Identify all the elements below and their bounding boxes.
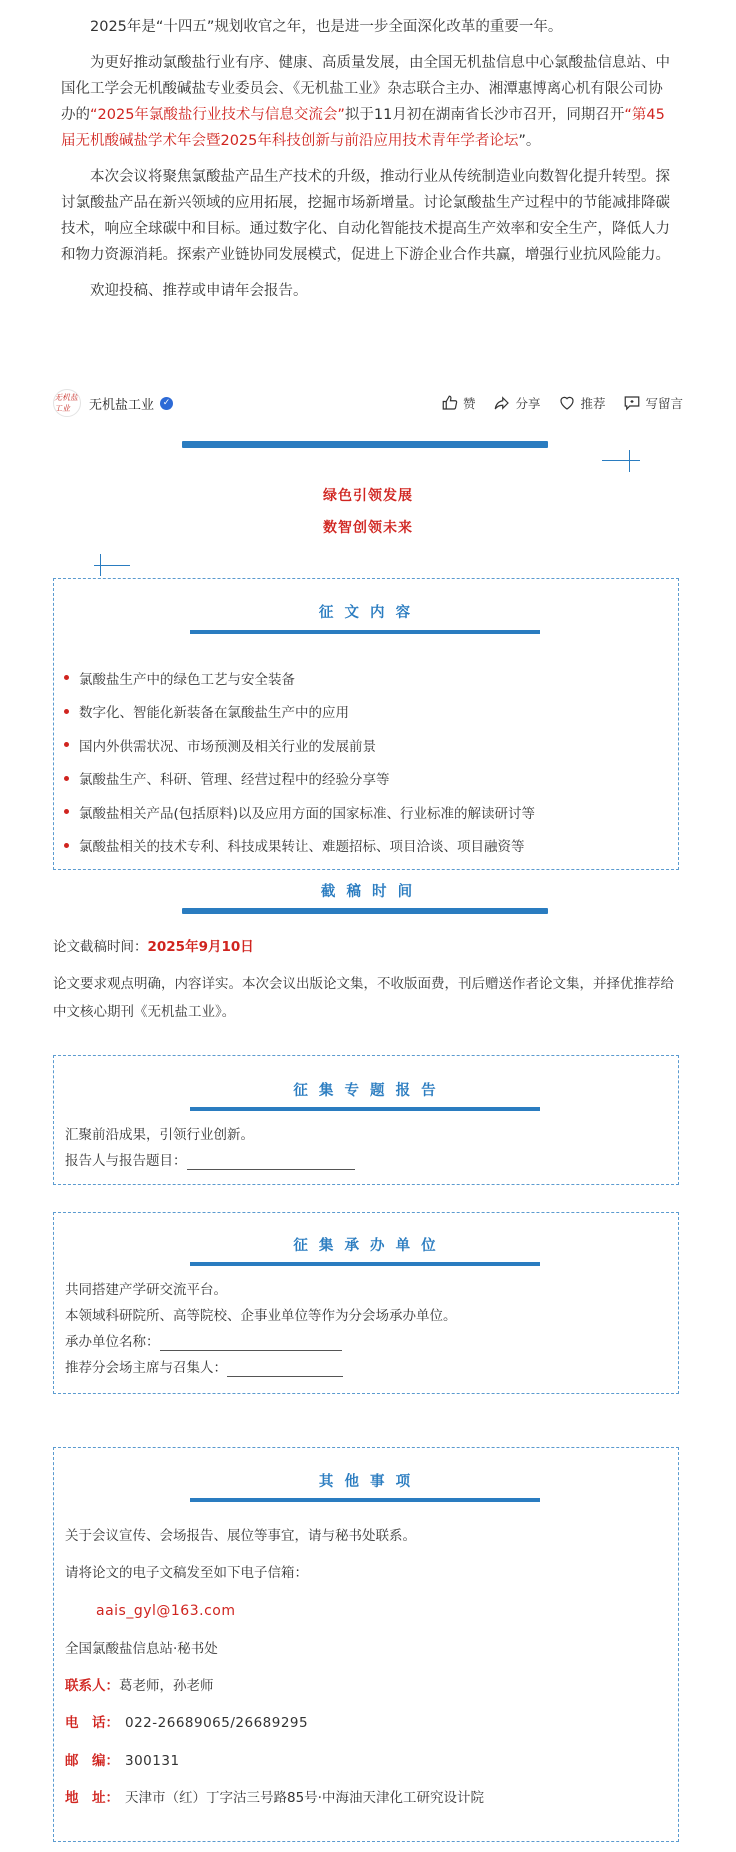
like-button[interactable] xyxy=(441,394,476,412)
address-value: 天津市（红）丁字沽三号路85号·中海油天津化工研究设计院 xyxy=(125,1790,484,1806)
top-divider-bar xyxy=(182,441,548,448)
other-title: 其 他 事 项 xyxy=(318,1474,414,1490)
call-for-papers-list xyxy=(64,661,535,862)
intro-paragraph-2 xyxy=(61,50,675,154)
address-row xyxy=(65,1785,484,1811)
deadline-line xyxy=(53,934,683,960)
chair-input-line[interactable] xyxy=(227,1376,343,1377)
call-for-papers-title: 征 文 内 容 xyxy=(318,605,414,621)
list-item: 氯酸盐生产中的绿色工艺与安全装备 xyxy=(64,661,535,695)
speaker-input-line[interactable] xyxy=(187,1169,355,1170)
deco-line-right xyxy=(602,460,640,461)
other-underline xyxy=(190,1498,540,1502)
postcode-value: 300131 xyxy=(125,1753,180,1769)
avatar[interactable] xyxy=(53,389,81,417)
comment-icon xyxy=(623,394,641,412)
deadline-divider-bar xyxy=(182,908,548,914)
reports-title: 征 集 专 题 报 告 xyxy=(293,1083,439,1099)
chair-label: 推荐分会场主席与召集人： xyxy=(65,1360,227,1376)
like-label: 赞 xyxy=(462,396,476,411)
phone-value[interactable]: 022-26689065/26689295 xyxy=(125,1715,309,1731)
phone-row xyxy=(65,1710,308,1736)
deco-tick-left xyxy=(100,554,101,576)
list-item: 国内外供需状况、市场预测及相关行业的发展前景 xyxy=(64,728,535,762)
organizers-line-1: 共同搭建产学研交流平台。 xyxy=(65,1282,227,1298)
organizers-line-3 xyxy=(65,1329,342,1355)
intro-section xyxy=(61,14,675,314)
slogan-line-2: 数智创领未来 xyxy=(323,520,413,536)
organizers-box xyxy=(53,1212,679,1394)
organizers-title: 征 集 承 办 单 位 xyxy=(293,1238,439,1254)
call-for-papers-underline xyxy=(190,630,540,634)
organizers-line-4 xyxy=(65,1355,343,1381)
phone-label: 电 话： xyxy=(65,1715,119,1731)
comment-button[interactable] xyxy=(623,394,683,412)
thumbs-up-icon xyxy=(441,394,459,412)
list-item: 氯酸盐相关的技术专利、科技成果转让、难题招标、项目洽谈、项目融资等 xyxy=(64,829,535,863)
contact-value: 葛老师，孙老师 xyxy=(119,1678,214,1694)
deadline-note: 论文要求观点明确，内容详实。本次会议出版论文集，不收版面费，刊后赠送作者论文集，并择优推荐给中文核心期刊《无机盐工业》。 xyxy=(53,976,674,1020)
avatar-text: 无机盐工业 xyxy=(54,393,78,413)
action-group xyxy=(441,394,683,412)
list-item: 氯酸盐生产、科研、管理、经营过程中的经验分享等 xyxy=(64,762,535,796)
meeting-name-2: “第45届无机酸碱盐学术年会暨2025年科技创新与前沿应用技术青年学者论坛 xyxy=(61,107,665,149)
organizers-line-2: 本领域科研院所、高等院校、企事业单位等作为分会场承办单位。 xyxy=(65,1308,457,1324)
postcode-row xyxy=(65,1748,180,1774)
comment-label: 写留言 xyxy=(645,396,683,411)
author-name[interactable]: 无机盐工业 xyxy=(89,397,155,413)
intro-p2-text-a: 为更好推动氯酸盐行业有序、健康、高质量发展，由全国无机盐信息中心氯酸盐信息站、中国化工学会无机酸碱盐专业委员会、《无机盐工业》杂志联合主办、湘潭惠博离心机有限公司协办的 xyxy=(61,55,670,123)
address-label: 地 址： xyxy=(65,1790,119,1806)
organizers-underline xyxy=(190,1262,540,1266)
other-matters-box xyxy=(53,1447,679,1842)
reports-box xyxy=(53,1055,679,1185)
deco-tick-right xyxy=(629,450,630,472)
contact-row xyxy=(65,1673,214,1699)
slogan-line-1: 绿色引领发展 xyxy=(323,488,413,504)
intro-p2-text-c: ”。 xyxy=(518,133,541,149)
intro-paragraph-1: 2025年是“十四五”规划收官之年，也是进一步全面深化改革的重要一年。 xyxy=(90,19,563,35)
verified-icon: ✓ xyxy=(160,397,173,410)
deadline-label: 论文截稿时间： xyxy=(53,939,148,955)
intro-paragraph-3: 本次会议将聚焦氯酸盐产品生产技术的升级，推动行业从传统制造业向数智化提升转型。探讨氯酸盐产品在新兴领域的应用拓展，挖掘市场新增量。讨论氯酸盐生产过程中的节能减排降碳技术，响应全球碳中和目标。通过数字化、自动化智能技术提高生产效率和安全生产，降低人力和物力资源消耗。探索产业链协同发展模式，促进上下游企业合作共赢，增强行业抗风险能力。 xyxy=(61,169,670,263)
reports-line-1: 汇聚前沿成果，引领行业创新。 xyxy=(65,1127,254,1143)
meeting-name-1: “2025年氯酸盐行业技术与信息交流会” xyxy=(90,107,345,123)
organizer-name-input-line[interactable] xyxy=(160,1350,342,1351)
reports-line-2 xyxy=(65,1148,355,1174)
share-button[interactable] xyxy=(493,394,540,412)
author-bar xyxy=(53,386,683,420)
intro-paragraph-4: 欢迎投稿、推荐或申请年会报告。 xyxy=(90,283,308,299)
contact-label: 联系人： xyxy=(65,1678,119,1694)
reports-speaker-label: 报告人与报告题目： xyxy=(65,1153,187,1169)
office-name: 全国氯酸盐信息站·秘书处 xyxy=(65,1641,218,1657)
call-for-papers-box xyxy=(53,578,679,870)
other-line-2: 请将论文的电子文稿发至如下电子信箱： xyxy=(65,1565,308,1581)
list-item: 氯酸盐相关产品(包括原料)以及应用方面的国家标准、行业标准的解读研讨等 xyxy=(64,795,535,829)
recommend-button[interactable] xyxy=(558,394,605,412)
recommend-label: 推荐 xyxy=(580,396,606,411)
deadline-date: 2025年9月10日 xyxy=(147,939,254,955)
deadline-title: 截 稿 时 间 xyxy=(320,884,416,900)
list-item: 数字化、智能化新装备在氯酸盐生产中的应用 xyxy=(64,695,535,729)
intro-p2-text-b: 拟于11月初在湖南省长沙市召开，同期召开 xyxy=(344,107,625,123)
share-icon xyxy=(493,394,511,412)
postcode-label: 邮 编： xyxy=(65,1753,119,1769)
heart-icon xyxy=(558,394,576,412)
other-line-1: 关于会议宣传、会场报告、展位等事宜，请与秘书处联系。 xyxy=(65,1528,416,1544)
share-label: 分享 xyxy=(515,396,541,411)
reports-underline xyxy=(190,1107,540,1111)
organizer-name-label: 承办单位名称： xyxy=(65,1334,160,1350)
email-link[interactable]: aais_gyl@163.com xyxy=(96,1603,236,1619)
